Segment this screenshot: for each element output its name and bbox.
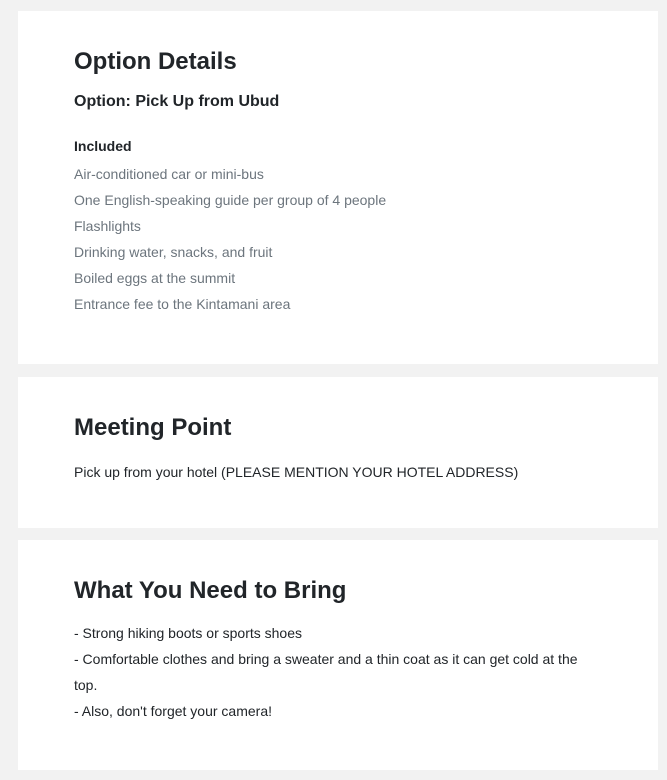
- what-to-bring-heading: What You Need to Bring: [74, 577, 347, 604]
- included-list: [74, 161, 602, 317]
- included-item: Drinking water, snacks, and fruit: [74, 243, 273, 260]
- included-heading: Included: [74, 137, 132, 154]
- bring-item: - Strong hiking boots or sports shoes: [74, 624, 303, 641]
- included-item: Boiled eggs at the summit: [74, 269, 236, 286]
- included-item: One English-speaking guide per group of 4 people: [74, 191, 387, 208]
- included-item: Entrance fee to the Kintamani area: [74, 295, 291, 312]
- option-name: Option: Pick Up from Ubud: [74, 92, 280, 110]
- included-item: Flashlights: [74, 217, 141, 234]
- bring-item: - Also, don't forget your camera!: [74, 702, 272, 719]
- included-item: Air-conditioned car or mini-bus: [74, 165, 264, 182]
- bring-item: - Comfortable clothes and bring a sweater and a thin coat as it can get cold at the top.: [74, 650, 578, 693]
- what-to-bring-card: [18, 540, 658, 770]
- option-details-heading: Option Details: [74, 48, 237, 75]
- meeting-point-heading: Meeting Point: [74, 414, 232, 441]
- meeting-point-text: Pick up from your hotel (PLEASE MENTION YOUR HOTEL ADDRESS): [74, 463, 519, 480]
- option-details-card: [18, 11, 658, 364]
- meeting-point-card: [18, 377, 658, 528]
- bring-list: [74, 620, 602, 724]
